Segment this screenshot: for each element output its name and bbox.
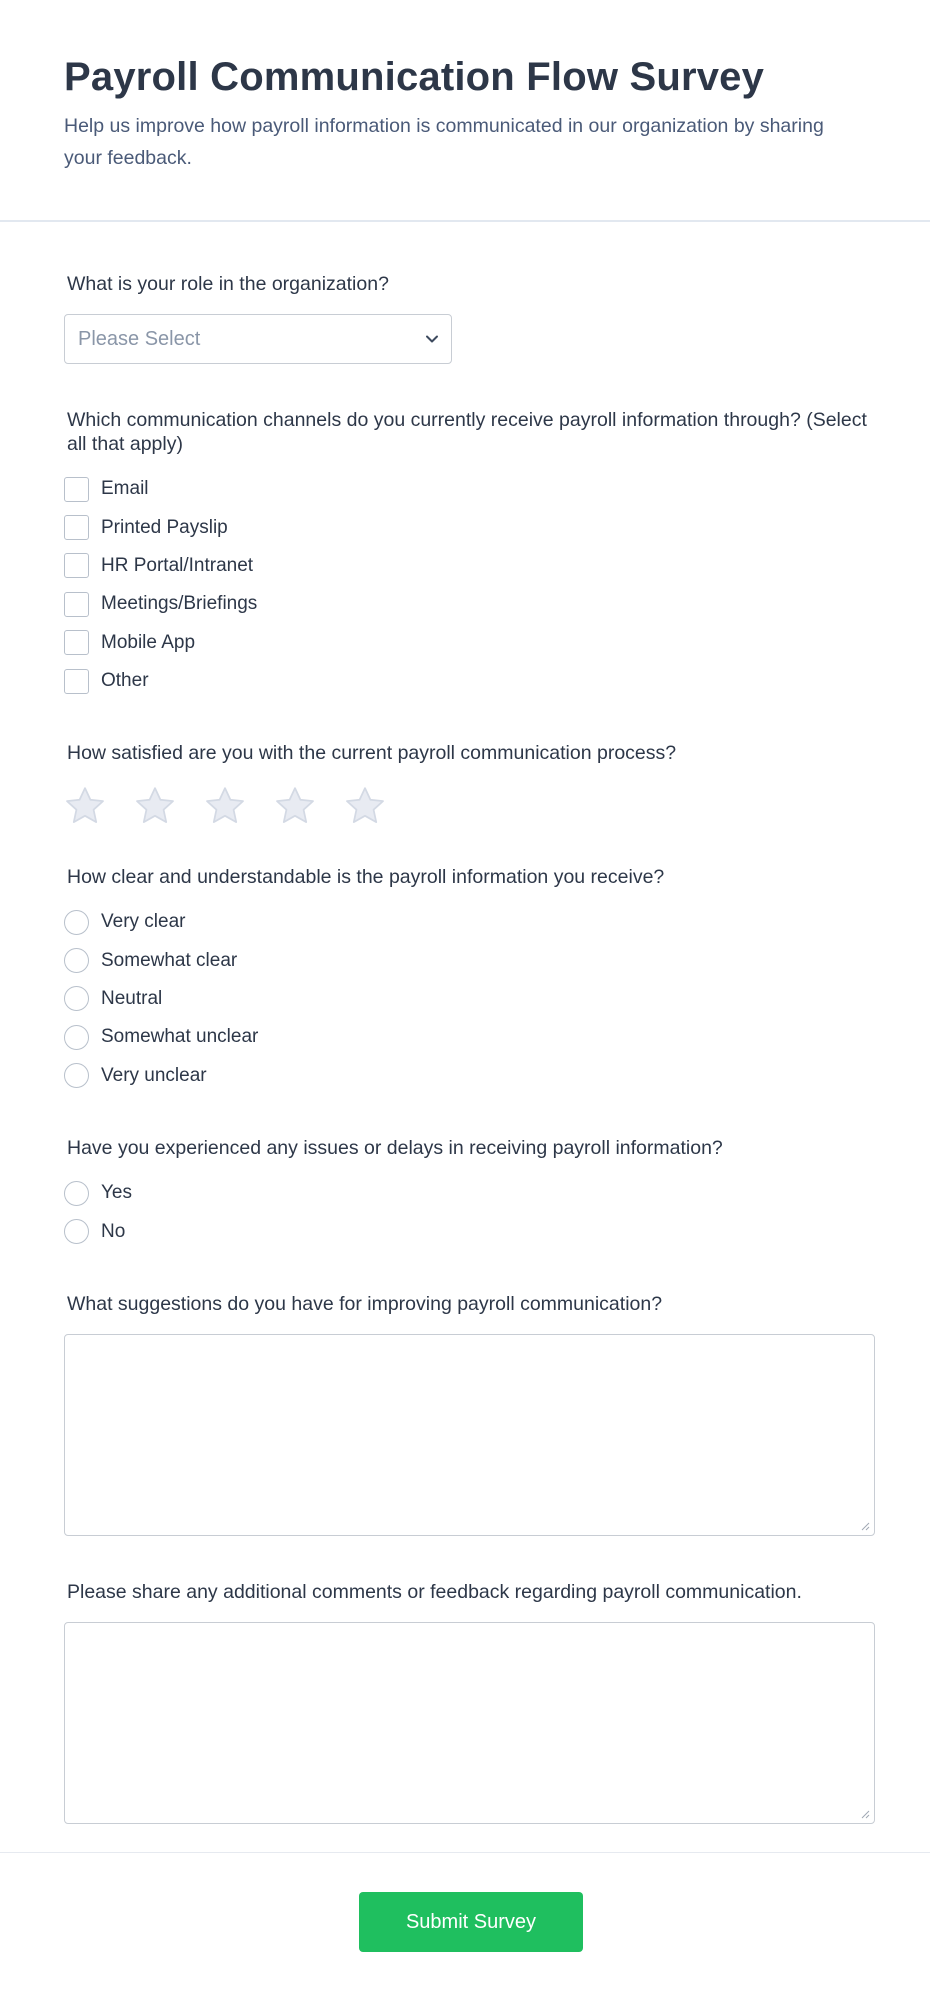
clarity-option[interactable] xyxy=(64,903,874,941)
clarity-option[interactable] xyxy=(64,980,874,1018)
question-role-label: What is your role in the organization? xyxy=(67,273,389,295)
channel-option[interactable] xyxy=(64,508,874,546)
clarity-option-label: Somewhat unclear xyxy=(101,1026,259,1048)
comments-textarea[interactable] xyxy=(64,1622,875,1824)
form-footer xyxy=(0,1852,930,2000)
survey-header xyxy=(0,0,930,222)
issues-option-label: No xyxy=(101,1220,126,1242)
question-issues-label: Have you experienced any issues or delays in receiving payroll information? xyxy=(67,1137,723,1159)
question-satisfaction xyxy=(64,741,874,827)
radio-button[interactable] xyxy=(64,1219,89,1244)
star-rating xyxy=(64,785,874,827)
clarity-option[interactable] xyxy=(64,1057,874,1095)
channels-checkbox-group xyxy=(64,470,874,700)
star-icon[interactable] xyxy=(274,785,316,827)
question-suggestions xyxy=(64,1292,875,1536)
page-subtitle: Help us improve how payroll information is communicated in our organization by sharing your feedback. xyxy=(64,115,824,169)
channel-option[interactable] xyxy=(64,662,874,700)
channel-option-label: Mobile App xyxy=(101,631,196,653)
channel-option-label: Email xyxy=(101,478,149,500)
question-clarity xyxy=(64,865,874,1095)
question-channels-label: Which communication channels do you currently receive payroll information through? (Select all that apply) xyxy=(67,409,867,455)
issues-option-label: Yes xyxy=(101,1182,132,1204)
question-comments-label: Please share any additional comments or feedback regarding payroll communication. xyxy=(67,1581,802,1603)
radio-button[interactable] xyxy=(64,1025,89,1050)
clarity-option[interactable] xyxy=(64,1018,874,1056)
star-icon[interactable] xyxy=(204,785,246,827)
question-role xyxy=(64,272,874,364)
channel-option[interactable] xyxy=(64,547,874,585)
question-clarity-label: How clear and understandable is the payroll information you receive? xyxy=(67,866,665,888)
checkbox[interactable] xyxy=(64,477,89,502)
channel-option[interactable] xyxy=(64,585,874,623)
clarity-option-label: Very unclear xyxy=(101,1064,207,1086)
radio-button[interactable] xyxy=(64,1181,89,1206)
star-icon[interactable] xyxy=(64,785,106,827)
question-issues xyxy=(64,1136,874,1251)
checkbox[interactable] xyxy=(64,630,89,655)
channel-option-label: Meetings/Briefings xyxy=(101,593,258,615)
resize-grip-icon[interactable] xyxy=(860,1521,870,1531)
channel-option-label: HR Portal/Intranet xyxy=(101,554,254,576)
checkbox[interactable] xyxy=(64,669,89,694)
page-title: Payroll Communication Flow Survey xyxy=(64,55,765,99)
issues-option[interactable] xyxy=(64,1212,874,1250)
channel-option[interactable] xyxy=(64,624,874,662)
checkbox[interactable] xyxy=(64,553,89,578)
clarity-option-label: Very clear xyxy=(101,911,186,933)
resize-grip-icon[interactable] xyxy=(860,1809,870,1819)
issues-option[interactable] xyxy=(64,1174,874,1212)
star-icon[interactable] xyxy=(344,785,386,827)
radio-button[interactable] xyxy=(64,1063,89,1088)
suggestions-textarea[interactable] xyxy=(64,1334,875,1536)
question-suggestions-label: What suggestions do you have for improving payroll communication? xyxy=(67,1293,663,1315)
channel-option[interactable] xyxy=(64,470,874,508)
star-icon[interactable] xyxy=(134,785,176,827)
checkbox[interactable] xyxy=(64,515,89,540)
clarity-option-label: Neutral xyxy=(101,987,163,1009)
channel-option-label: Printed Payslip xyxy=(101,516,228,538)
question-comments xyxy=(64,1580,875,1824)
channel-option-label: Other xyxy=(101,670,149,692)
role-select-placeholder: Please Select xyxy=(78,327,201,350)
checkbox[interactable] xyxy=(64,592,89,617)
chevron-down-icon xyxy=(425,332,439,346)
radio-button[interactable] xyxy=(64,910,89,935)
radio-button[interactable] xyxy=(64,986,89,1011)
role-select[interactable] xyxy=(64,314,452,364)
radio-button[interactable] xyxy=(64,948,89,973)
clarity-option[interactable] xyxy=(64,941,874,979)
submit-survey-button[interactable]: Submit Survey xyxy=(359,1892,583,1952)
question-channels xyxy=(64,408,874,700)
clarity-option-label: Somewhat clear xyxy=(101,949,238,971)
question-satisfaction-label: How satisfied are you with the current payroll communication process? xyxy=(67,742,677,764)
issues-radio-group xyxy=(64,1174,874,1251)
clarity-radio-group xyxy=(64,903,874,1095)
